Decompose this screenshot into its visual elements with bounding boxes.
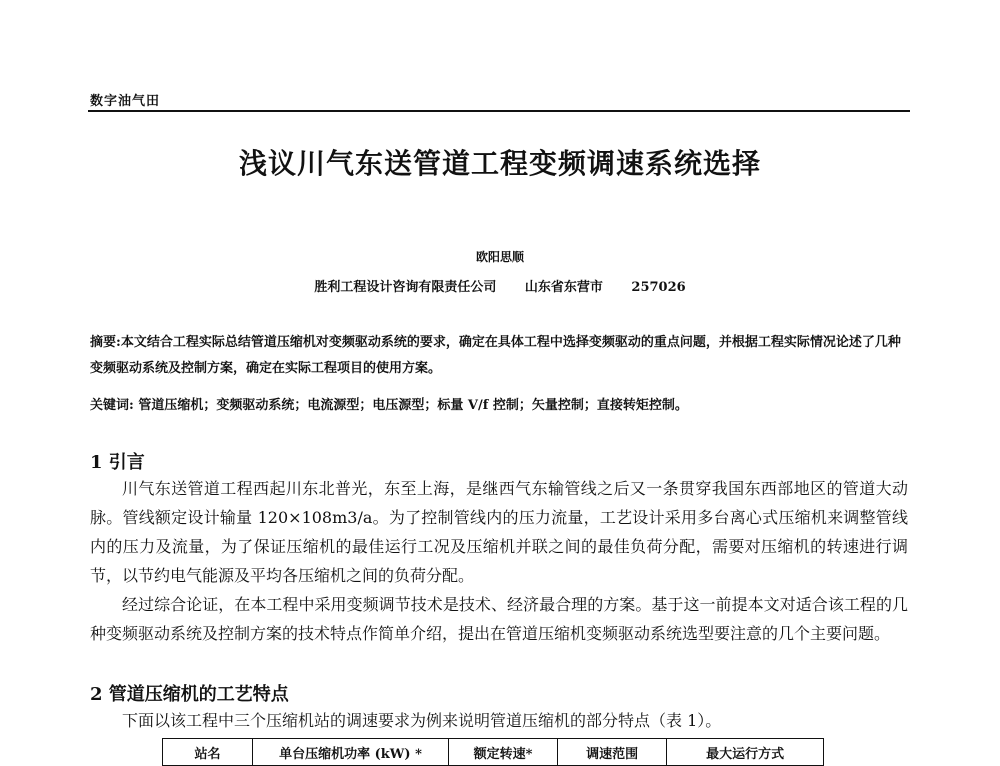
affiliation-location: 山东省东营市 bbox=[524, 280, 603, 295]
compressor-station-table bbox=[162, 738, 824, 766]
table-header-cell: 单台压缩机功率 (kW) * bbox=[252, 739, 448, 766]
keywords-text: 管道压缩机；变频驱动系统；电流源型；电压源型；标量 V/f 控制；矢量控制；直接转矩控制。 bbox=[138, 398, 688, 413]
table-header-cell: 调速范围 bbox=[558, 739, 667, 766]
table-header-cell: 额定转速* bbox=[449, 739, 558, 766]
article-title: 浅议川气东送管道工程变频调速系统选择 bbox=[238, 147, 761, 180]
abstract-label: 摘要: bbox=[90, 335, 121, 350]
header-rule bbox=[88, 110, 910, 112]
keywords-label: 关键词: bbox=[90, 398, 134, 413]
author-name: 欧阳思顺 bbox=[475, 250, 524, 264]
abstract bbox=[90, 330, 910, 382]
section-heading: 2 管道压缩机的工艺特点 bbox=[90, 684, 289, 705]
table-header-cell: 站名 bbox=[163, 739, 253, 766]
affiliation-organization: 胜利工程设计咨询有限责任公司 bbox=[314, 280, 497, 295]
journal-name: 数字油气田 bbox=[90, 94, 161, 109]
affiliation bbox=[0, 276, 1000, 295]
paragraph: 川气东送管道工程西起川东北普光，东至上海，是继西气东输管线之后又一条贯穿我国东西部地区的管道大动脉。管线额定设计输量 120×108m3/a。为了控制管线内的压力流量，工艺设计采用多台离心式压缩机来调整管线内的压力及流量，为了保证压缩机的最佳运行工况及压缩机并联之间的最佳负荷分配，需要对压缩机的转速进行调节，以节约电气能源及平均各压缩机之间的负荷分配。 bbox=[90, 479, 908, 585]
paragraph: 下面以该工程中三个压缩机站的调速要求为例来说明管道压缩机的部分特点（表 1）。 bbox=[122, 711, 722, 730]
section-heading: 1 引言 bbox=[90, 452, 145, 473]
table-header-row bbox=[163, 739, 824, 766]
keywords bbox=[90, 394, 910, 413]
paragraph: 经过综合论证，在本工程中采用变频调节技术是技术、经济最合理的方案。基于这一前提本文对适合该工程的几种变频驱动系统及控制方案的技术特点作简单介绍，提出在管道压缩机变频驱动系统选型要注意的几个主要问题。 bbox=[90, 595, 908, 643]
abstract-text: 本文结合工程实际总结管道压缩机对变频驱动系统的要求，确定在具体工程中选择变频驱动的重点问题，并根据工程实际情况论述了几种变频驱动系统及控制方案，确定在实际工程项目的使用方案。 bbox=[90, 335, 901, 376]
affiliation-postcode: 257026 bbox=[631, 280, 686, 295]
table-header-cell: 最大运行方式 bbox=[667, 739, 824, 766]
table-1 bbox=[162, 738, 824, 766]
